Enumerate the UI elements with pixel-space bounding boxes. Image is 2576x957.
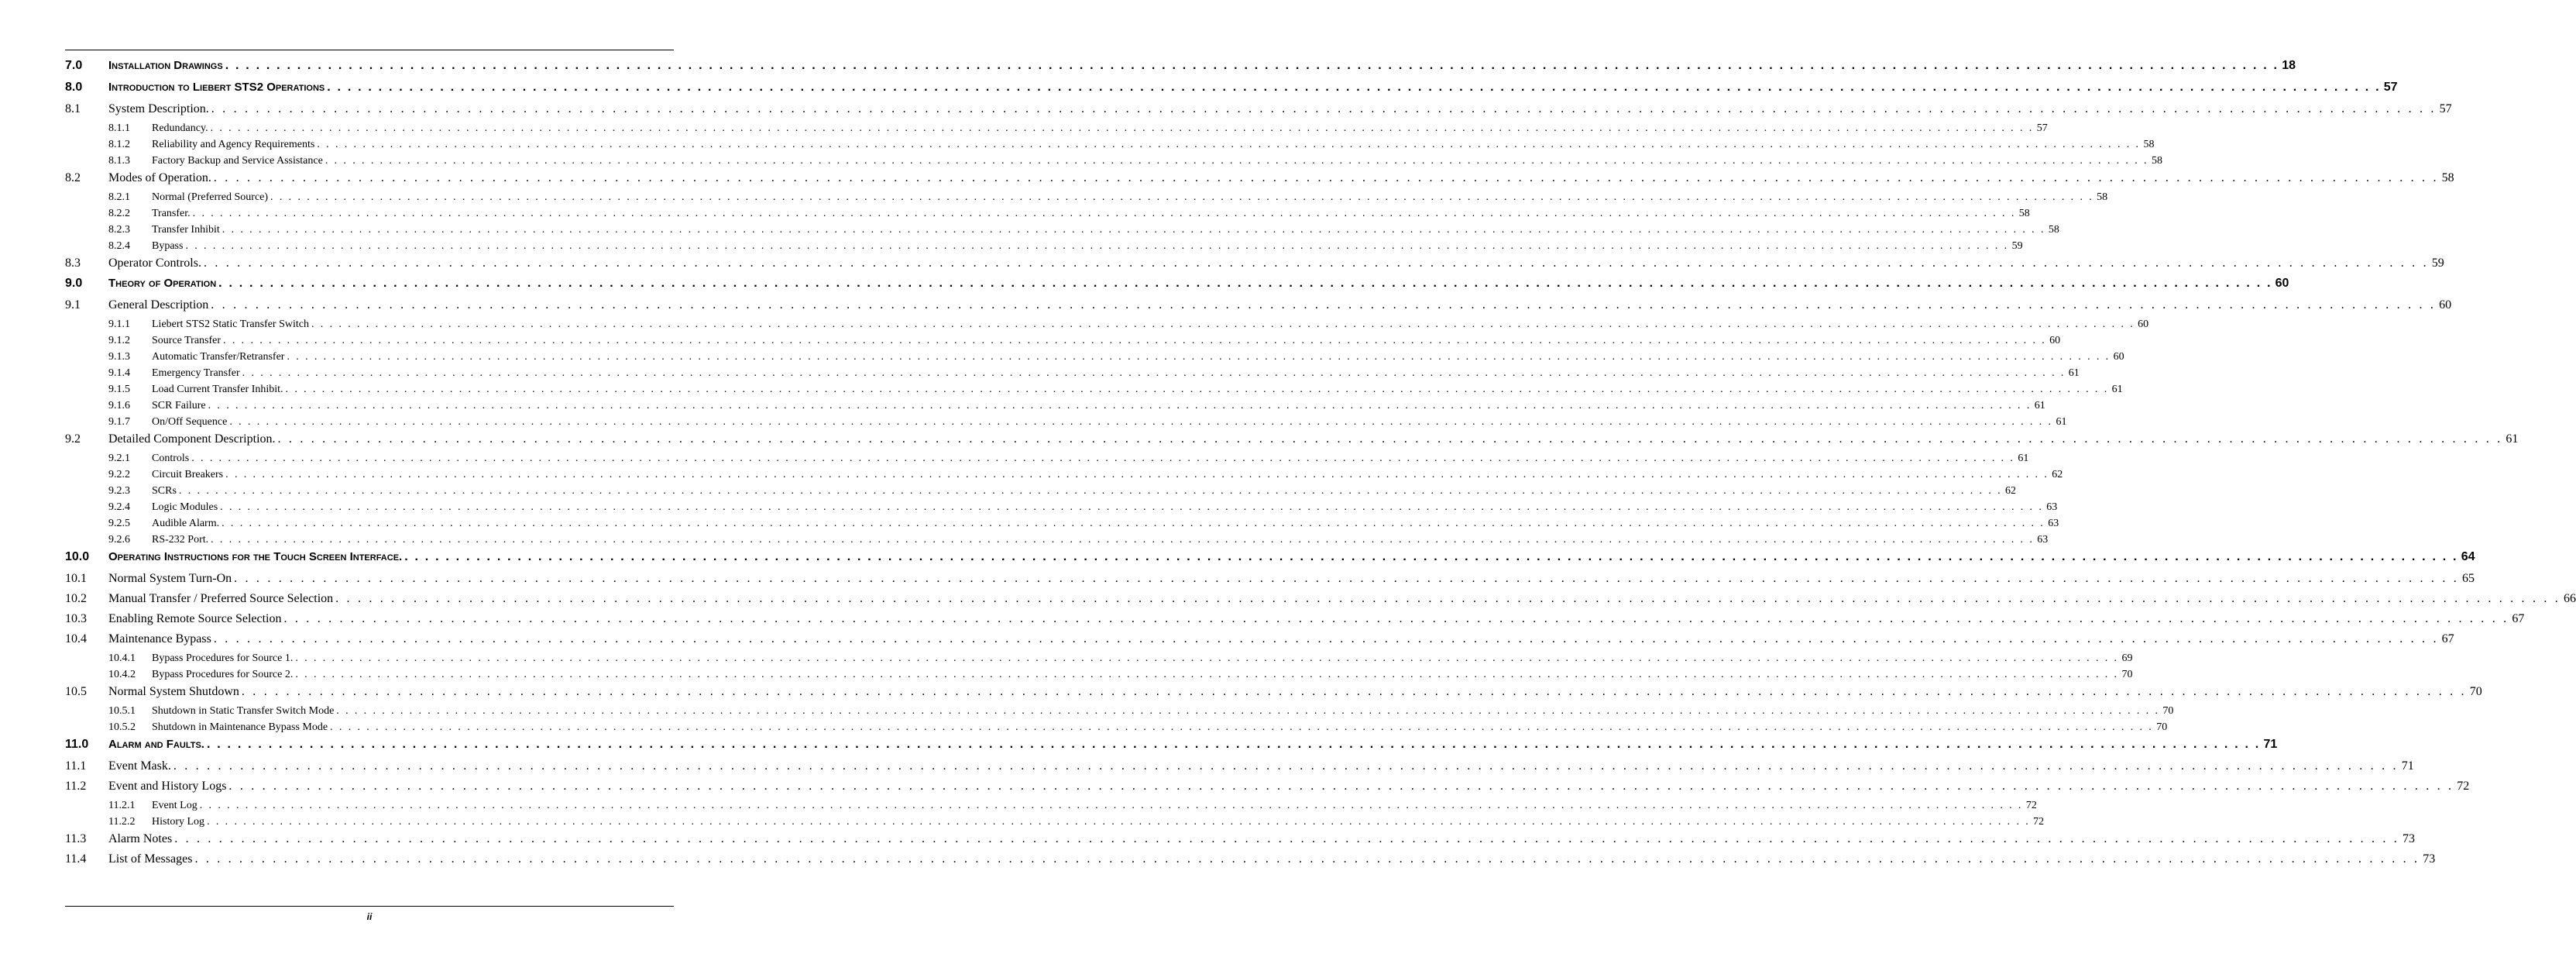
toc-entry-title: Bypass Procedures for Source 1.	[152, 652, 294, 664]
toc-entry-number: 9.1.3	[108, 351, 130, 363]
toc-entry-page: 58	[2018, 208, 2030, 219]
toc-entry-number: 10.2	[65, 592, 87, 605]
toc-entry-page: 61	[2506, 432, 2519, 446]
toc-entry-number: 8.3	[65, 256, 81, 270]
toc-entry-page: 73	[2403, 832, 2416, 845]
bottom-rule	[65, 906, 674, 907]
toc-entry-page: 71	[2401, 759, 2414, 773]
toc-entry-11-2-1[interactable]	[65, 800, 2037, 816]
toc-entry-number: 10.4.1	[108, 652, 136, 664]
toc-entry-number: 11.2	[65, 780, 87, 793]
toc-entry-number: 9.2.1	[108, 453, 130, 464]
toc-entry-page: 70	[2121, 669, 2133, 680]
toc-entry-page: 59	[2011, 240, 2023, 252]
toc-entry-page: 58	[2151, 155, 2162, 167]
toc-entry-page: 60	[2049, 335, 2061, 346]
toc-entry-title: On/Off Sequence	[152, 416, 228, 428]
dot-leader: . . . . . . . . . . . . . . . . . . . . . . . . . . . . . . . . . . . . . . . . . . . . . . . . . . . . . . . . . . . . . . . . . . . . . . . . . . . . . . . . . . . . . . . . . . . . . . . . . . . . . . . . . . . . . . . . . . . . . . . . . . . . . . . . . . . . . . . . . . . . . . . . . . . . . . . . . . . . . . . . . . . . . . . . . . . . . . . . . . . . . . . . . . . . . . . . . . . . . . . .	[173, 759, 2399, 773]
toc-entry-page: 61	[2111, 384, 2123, 395]
toc-entry-number: 9.2.5	[108, 518, 130, 529]
toc-entry-title: Bypass	[152, 240, 184, 252]
dot-leader: . . . . . . . . . . . . . . . . . . . . . . . . . . . . . . . . . . . . . . . . . . . . . . . . . . . . . . . . . . . . . . . . . . . . . . . . . . . . . . . . . . . . . . . . . . . . . . . . . . . . . . . . . . . . . . . . . . . . . . . . . . . . . . . . . . . . . . . . . . . . . . . . . . . . . . . . . . . . . . . . . . . . . . . . . . . . . . . . . . . . . . . . . . . . . . . . . . . . . . . .	[203, 256, 2429, 270]
toc-entry-page: 63	[2048, 518, 2059, 529]
toc-entry-page: 57	[2439, 102, 2452, 115]
toc-entry-title: Normal System Turn-On	[108, 572, 232, 585]
toc-entry-page: 64	[2461, 550, 2475, 563]
toc-entry-number: 9.1.4	[108, 367, 130, 379]
toc-entry-title: Theory of Operation	[108, 277, 217, 290]
toc-entry-number: 8.2	[65, 171, 81, 184]
toc-entry-9-2-2[interactable]	[65, 469, 2063, 485]
dot-leader: . . . . . . . . . . . . . . . . . . . . . . . . . . . . . . . . . . . . . . . . . . . . . . . . . . . . . . . . . . . . . . . . . . . . . . . . . . . . . . . . . . . . . . . . . . . . . . . . . . . . . . . . . . . . . . . . . . . . . . . . . . . . . . . . . . . . . . . . . . . . . . . . . . . . . . . . . . . . . . . . . . . . . . . . . . . . . . . . . . . . . . . . . . . . . . . . . . . . . . . .	[211, 298, 2437, 312]
dot-leader: . . . . . . . . . . . . . . . . . . . . . . . . . . . . . . . . . . . . . . . . . . . . . . . . . . . . . . . . . . . . . . . . . . . . . . . . . . . . . . . . . . . . . . . . . . . . . . . . . . . . . . . . . . . . . . . . . . . . . . . . . . . . . . . . . . . . . . . . . . . . . . . . . . . . . . . . . . . . . . . . . . . . . . . . . . . . . . . . . . . . . . . . . . . . . . . . . . . . . . . .	[241, 685, 2467, 698]
toc-entry-page: 69	[2121, 652, 2133, 664]
toc-entry-page: 72	[2033, 816, 2045, 828]
toc-entry-title: Liebert STS2 Static Transfer Switch	[152, 318, 309, 330]
dot-leader: . . . . . . . . . . . . . . . . . . . . . . . . . . . . . . . . . . . . . . . . . . . . . . . . . . . . . . . . . . . . . . . . . . . . . . . . . . . . . . . . . . . . . . . . . . . . . . . . . . . . . . . . . . . . . . . . . . . . . . . . . . . . . . . . . . . . . . . . . . . . . . . . . . . . . . . . . . . . . . . . . . . . . . . . . . . . . . . . . . . . . . . . . . . . . . . . . . . . . . . .	[185, 240, 2009, 252]
dot-leader: . . . . . . . . . . . . . . . . . . . . . . . . . . . . . . . . . . . . . . . . . . . . . . . . . . . . . . . . . . . . . . . . . . . . . . . . . . . . . . . . . . . . . . . . . . . . . . . . . . . . . . . . . . . . . . . . . . . . . . . . . . . . . . . . . . . . . . . . . . . . . . . . . . . . . . . . . . . . . . . . . . . . . . . . . . . . . . . . . . . . . . . . . . . . . . . . . . . . . . . .	[223, 335, 2047, 346]
toc-entry-11-1[interactable]	[65, 759, 2414, 780]
dot-leader: . . . . . . . . . . . . . . . . . . . . . . . . . . . . . . . . . . . . . . . . . . . . . . . . . . . . . . . . . . . . . . . . . . . . . . . . . . . . . . . . . . . . . . . . . . . . . . . . . . . . . . . . . . . . . . . . . . . . . . . . . . . . . . . . . . . . . . . . . . . . . . . . . . . . . . . . . . . . . . . . . . . . . . . . . . . . . . . . . . . . . . . . . . . . . . . . . . . . . . . .	[404, 550, 2458, 563]
toc-entry-title: Emergency Transfer	[152, 367, 240, 379]
toc-entry-page: 61	[2056, 416, 2067, 428]
toc-entry-9-1-1[interactable]	[65, 318, 2149, 335]
dot-leader: . . . . . . . . . . . . . . . . . . . . . . . . . . . . . . . . . . . . . . . . . . . . . . . . . . . . . . . . . . . . . . . . . . . . . . . . . . . . . . . . . . . . . . . . . . . . . . . . . . . . . . . . . . . . . . . . . . . . . . . . . . . . . . . . . . . . . . . . . . . . . . . . . . . . . . . . . . . . . . . . . . . . . . . . . . . . . . . . . . . . . . . . . . . . . . . . . . . . . . . .	[210, 122, 2034, 134]
toc-entry-title: Load Current Transfer Inhibit.	[152, 384, 283, 395]
toc-entry-page: 70	[2162, 705, 2174, 717]
toc-entry-9-1-4[interactable]	[65, 367, 2080, 384]
dot-leader: . . . . . . . . . . . . . . . . . . . . . . . . . . . . . . . . . . . . . . . . . . . . . . . . . . . . . . . . . . . . . . . . . . . . . . . . . . . . . . . . . . . . . . . . . . . . . . . . . . . . . . . . . . . . . . . . . . . . . . . . . . . . . . . . . . . . . . . . . . . . . . . . . . . . . . . . . . . . . . . . . . . . . . . . . . . . . . . . . . . . . . . . . . . . . . . . . . . . . . . .	[218, 277, 2272, 290]
toc-entry-page: 62	[2052, 469, 2063, 480]
toc-entry-11-0[interactable]	[65, 738, 2278, 759]
toc-entry-title: Event Log	[152, 800, 197, 811]
toc-entry-11-4[interactable]	[65, 852, 2436, 873]
toc-entry-9-1-6[interactable]	[65, 400, 2045, 416]
toc-entry-number: 10.4.2	[108, 669, 136, 680]
toc-entry-number: 8.0	[65, 81, 83, 94]
toc-entry-8-1-1[interactable]	[65, 122, 2048, 139]
toc-entry-number: 11.0	[65, 738, 89, 751]
toc-entry-page: 58	[2048, 224, 2059, 236]
toc-entry-page: 61	[2034, 400, 2045, 411]
dot-leader: . . . . . . . . . . . . . . . . . . . . . . . . . . . . . . . . . . . . . . . . . . . . . . . . . . . . . . . . . . . . . . . . . . . . . . . . . . . . . . . . . . . . . . . . . . . . . . . . . . . . . . . . . . . . . . . . . . . . . . . . . . . . . . . . . . . . . . . . . . . . . . . . . . . . . . . . . . . . . . . . . . . . . . . . . . . . . . . . . . . . . . . . . . . . . . . . . . . . . . . .	[225, 59, 2279, 72]
toc-entry-page: 67	[2512, 612, 2525, 625]
toc-entry-10-4-2[interactable]	[65, 669, 2133, 685]
toc-entry-number: 11.2.1	[108, 800, 136, 811]
toc-entry-title: List of Messages	[108, 852, 193, 866]
toc-entry-title: Factory Backup and Service Assistance	[152, 155, 323, 167]
toc-entry-page: 70	[2469, 685, 2482, 698]
toc-entry-title: History Log	[152, 816, 205, 828]
toc-entry-number: 9.1.5	[108, 384, 130, 395]
dot-leader: . . . . . . . . . . . . . . . . . . . . . . . . . . . . . . . . . . . . . . . . . . . . . . . . . . . . . . . . . . . . . . . . . . . . . . . . . . . . . . . . . . . . . . . . . . . . . . . . . . . . . . . . . . . . . . . . . . . . . . . . . . . . . . . . . . . . . . . . . . . . . . . . . . . . . . . . . . . . . . . . . . . . . . . . . . . . . . . . . . . . . . . . . . . . . . . . . . . . . . . .	[207, 816, 2031, 828]
dot-leader: . . . . . . . . . . . . . . . . . . . . . . . . . . . . . . . . . . . . . . . . . . . . . . . . . . . . . . . . . . . . . . . . . . . . . . . . . . . . . . . . . . . . . . . . . . . . . . . . . . . . . . . . . . . . . . . . . . . . . . . . . . . . . . . . . . . . . . . . . . . . . . . . . . . . . . . . . . . . . . . . . . . . . . . . . . . . . . . . . . . . . . . . . . . . . . . . . . . . . . . .	[336, 705, 2160, 717]
dot-leader: . . . . . . . . . . . . . . . . . . . . . . . . . . . . . . . . . . . . . . . . . . . . . . . . . . . . . . . . . . . . . . . . . . . . . . . . . . . . . . . . . . . . . . . . . . . . . . . . . . . . . . . . . . . . . . . . . . . . . . . . . . . . . . . . . . . . . . . . . . . . . . . . . . . . . . . . . . . . . . . . . . . . . . . . . . . . . . . . . . . . . . . . . . . . . . . . . . . . . . . .	[192, 208, 2016, 219]
dot-leader: . . . . . . . . . . . . . . . . . . . . . . . . . . . . . . . . . . . . . . . . . . . . . . . . . . . . . . . . . . . . . . . . . . . . . . . . . . . . . . . . . . . . . . . . . . . . . . . . . . . . . . . . . . . . . . . . . . . . . . . . . . . . . . . . . . . . . . . . . . . . . . . . . . . . . . . . . . . . . . . . . . . . . . . . . . . . . . . . . . . . . . . . . . . . . . . . . . . . . . . .	[220, 501, 2044, 513]
toc-entry-9-2[interactable]	[65, 432, 2519, 453]
dot-leader: . . . . . . . . . . . . . . . . . . . . . . . . . . . . . . . . . . . . . . . . . . . . . . . . . . . . . . . . . . . . . . . . . . . . . . . . . . . . . . . . . . . . . . . . . . . . . . . . . . . . . . . . . . . . . . . . . . . . . . . . . . . . . . . . . . . . . . . . . . . . . . . . . . . . . . . . . . . . . . . . . . . . . . . . . . . . . . . . . . . . . . . . . . . . . . . . . . . . . . . .	[285, 384, 2109, 395]
toc-entry-number: 9.1.7	[108, 416, 130, 428]
dot-leader: . . . . . . . . . . . . . . . . . . . . . . . . . . . . . . . . . . . . . . . . . . . . . . . . . . . . . . . . . . . . . . . . . . . . . . . . . . . . . . . . . . . . . . . . . . . . . . . . . . . . . . . . . . . . . . . . . . . . . . . . . . . . . . . . . . . . . . . . . . . . . . . . . . . . . . . . . . . . . . . . . . . . . . . . . . . . . . . . . . . . . . . . . . . . . . . . . . . . . . . .	[225, 469, 2049, 480]
dot-leader: . . . . . . . . . . . . . . . . . . . . . . . . . . . . . . . . . . . . . . . . . . . . . . . . . . . . . . . . . . . . . . . . . . . . . . . . . . . . . . . . . . . . . . . . . . . . . . . . . . . . . . . . . . . . . . . . . . . . . . . . . . . . . . . . . . . . . . . . . . . . . . . . . . . . . . . . . . . . . . . . . . . . . . . . . . . . . . . . . . . . . . . . . . . . . . . . . . . . . . . .	[327, 81, 2381, 94]
toc-entry-9-1-3[interactable]	[65, 351, 2124, 367]
toc-entry-page: 60	[2439, 298, 2452, 312]
toc-entry-page: 67	[2441, 632, 2454, 645]
toc-entry-title: Modes of Operation.	[108, 171, 211, 184]
toc-entry-number: 11.2.2	[108, 816, 136, 828]
toc-entry-number: 9.2	[65, 432, 81, 446]
toc-entry-title: Introduction to Liebert STS2 Operations	[108, 81, 325, 94]
dot-leader: . . . . . . . . . . . . . . . . . . . . . . . . . . . . . . . . . . . . . . . . . . . . . . . . . . . . . . . . . . . . . . . . . . . . . . . . . . . . . . . . . . . . . . . . . . . . . . . . . . . . . . . . . . . . . . . . . . . . . . . . . . . . . . . . . . . . . . . . . . . . . . . . . . . . . . . . . . . . . . . . . . . . . . . . . . . . . . . . . . . . . . . . . . . . . . . . . . . . . . . .	[222, 518, 2045, 529]
toc-entry-9-2-5[interactable]	[65, 518, 2059, 534]
toc-entry-8-1-3[interactable]	[65, 155, 2162, 171]
toc-entry-title: Operator Controls.	[108, 256, 201, 270]
toc-entry-number: 7.0	[65, 59, 83, 72]
toc-entry-title: Event Mask.	[108, 759, 171, 773]
toc-entry-9-2-1[interactable]	[65, 453, 2029, 469]
dot-leader: . . . . . . . . . . . . . . . . . . . . . . . . . . . . . . . . . . . . . . . . . . . . . . . . . . . . . . . . . . . . . . . . . . . . . . . . . . . . . . . . . . . . . . . . . . . . . . . . . . . . . . . . . . . . . . . . . . . . . . . . . . . . . . . . . . . . . . . . . . . . . . . . . . . . . . . . . . . . . . . . . . . . . . . . . . . . . . . . . . . . . . . . . . . . . . . . . . . . . . . .	[213, 171, 2439, 184]
toc-entry-page: 58	[2143, 139, 2155, 150]
toc-entry-number: 9.2.6	[108, 534, 130, 546]
dot-leader: . . . . . . . . . . . . . . . . . . . . . . . . . . . . . . . . . . . . . . . . . . . . . . . . . . . . . . . . . . . . . . . . . . . . . . . . . . . . . . . . . . . . . . . . . . . . . . . . . . . . . . . . . . . . . . . . . . . . . . . . . . . . . . . . . . . . . . . . . . . . . . . . . . . . . . . . . . . . . . . . . . . . . . . . . . . . . . . . . . . . . . . . . . . . . . . . . . . . . . . .	[317, 139, 2141, 150]
toc-entry-title: Maintenance Bypass	[108, 632, 211, 645]
dot-leader: . . . . . . . . . . . . . . . . . . . . . . . . . . . . . . . . . . . . . . . . . . . . . . . . . . . . . . . . . . . . . . . . . . . . . . . . . . . . . . . . . . . . . . . . . . . . . . . . . . . . . . . . . . . . . . . . . . . . . . . . . . . . . . . . . . . . . . . . . . . . . . . . . . . . . . . . . . . . . . . . . . . . . . . . . . . . . . . . . . . . . . . . . . . . . . . . . . . . . . . .	[206, 738, 2261, 751]
toc-entry-page: 59	[2431, 256, 2444, 270]
toc-entry-10-5[interactable]	[65, 685, 2482, 705]
toc-entry-8-2-1[interactable]	[65, 191, 2108, 208]
toc-entry-title: Normal (Preferred Source)	[152, 191, 269, 203]
toc-entry-title: Controls	[152, 453, 190, 464]
toc-entry-page: 60	[2113, 351, 2124, 363]
dot-leader: . . . . . . . . . . . . . . . . . . . . . . . . . . . . . . . . . . . . . . . . . . . . . . . . . . . . . . . . . . . . . . . . . . . . . . . . . . . . . . . . . . . . . . . . . . . . . . . . . . . . . . . . . . . . . . . . . . . . . . . . . . . . . . . . . . . . . . . . . . . . . . . . . . . . . . . . . . . . . . . . . . . . . . . . . . . . . . . . . . . . . . . . . . . . . . . . . . . . . . . .	[213, 632, 2439, 645]
toc-entry-8-1-2[interactable]	[65, 139, 2155, 155]
toc-entry-number: 10.0	[65, 550, 90, 563]
toc-entry-number: 8.2.4	[108, 240, 130, 252]
toc-entry-title: General Description	[108, 298, 209, 312]
toc-entry-title: Event and History Logs	[108, 780, 227, 793]
toc-entry-page: 60	[2275, 277, 2289, 290]
toc-entry-title: Source Transfer	[152, 335, 222, 346]
toc-entry-7-0[interactable]	[65, 59, 2296, 81]
toc-entry-10-5-2[interactable]	[65, 721, 2168, 738]
table-of-contents	[65, 59, 2576, 873]
toc-entry-number: 9.1.1	[108, 318, 130, 330]
toc-entry-8-2-4[interactable]	[65, 240, 2023, 256]
toc-entry-number: 11.1	[65, 759, 87, 773]
toc-entry-title: Shutdown in Maintenance Bypass Mode	[152, 721, 328, 733]
toc-entry-page: 60	[2138, 318, 2149, 330]
toc-entry-9-2-4[interactable]	[65, 501, 2058, 518]
toc-entry-number: 11.4	[65, 852, 87, 866]
toc-entry-number: 8.2.1	[108, 191, 130, 203]
dot-leader: . . . . . . . . . . . . . . . . . . . . . . . . . . . . . . . . . . . . . . . . . . . . . . . . . . . . . . . . . . . . . . . . . . . . . . . . . . . . . . . . . . . . . . . . . . . . . . . . . . . . . . . . . . . . . . . . . . . . . . . . . . . . . . . . . . . . . . . . . . . . . . . . . . . . . . . . . . . . . . . . . . . . . . . . . . . . . . . . . . . . . . . . . . . . . . . . . . . . . . . .	[234, 572, 2459, 585]
toc-entry-title: Shutdown in Static Transfer Switch Mode	[152, 705, 335, 717]
toc-entry-8-2[interactable]	[65, 171, 2454, 191]
toc-entry-page: 61	[2068, 367, 2080, 379]
toc-entry-page: 72	[2457, 780, 2470, 793]
toc-entry-title: Alarm Notes	[108, 832, 173, 845]
dot-leader: . . . . . . . . . . . . . . . . . . . . . . . . . . . . . . . . . . . . . . . . . . . . . . . . . . . . . . . . . . . . . . . . . . . . . . . . . . . . . . . . . . . . . . . . . . . . . . . . . . . . . . . . . . . . . . . . . . . . . . . . . . . . . . . . . . . . . . . . . . . . . . . . . . . . . . . . . . . . . . . . . . . . . . . . . . . . . . . . . . . . . . . . . . . . . . . . . . . . . . . .	[174, 832, 2400, 845]
toc-entry-title: Redundancy.	[152, 122, 208, 134]
toc-entry-9-1-5[interactable]	[65, 384, 2123, 400]
toc-entry-9-1-7[interactable]	[65, 416, 2067, 432]
toc-entry-number: 9.2.4	[108, 501, 130, 513]
toc-entry-title: SCRs	[152, 485, 177, 497]
toc-entry-title: System Description.	[108, 102, 209, 115]
dot-leader: . . . . . . . . . . . . . . . . . . . . . . . . . . . . . . . . . . . . . . . . . . . . . . . . . . . . . . . . . . . . . . . . . . . . . . . . . . . . . . . . . . . . . . . . . . . . . . . . . . . . . . . . . . . . . . . . . . . . . . . . . . . . . . . . . . . . . . . . . . . . . . . . . . . . . . . . . . . . . . . . . . . . . . . . . . . . . . . . . . . . . . . . . . . . . . . . . . . . . . . .	[330, 721, 2154, 733]
toc-entry-page: 62	[2005, 485, 2017, 497]
toc-entry-title: RS-232 Port.	[152, 534, 209, 546]
toc-entry-11-3[interactable]	[65, 832, 2416, 852]
toc-entry-number: 9.1	[65, 298, 81, 312]
toc-entry-title: SCR Failure	[152, 400, 206, 411]
dot-leader: . . . . . . . . . . . . . . . . . . . . . . . . . . . . . . . . . . . . . . . . . . . . . . . . . . . . . . . . . . . . . . . . . . . . . . . . . . . . . . . . . . . . . . . . . . . . . . . . . . . . . . . . . . . . . . . . . . . . . . . . . . . . . . . . . . . . . . . . . . . . . . . . . . . . . . . . . . . . . . . . . . . . . . . . . . . . . . . . . . . . . . . . . . . . . . . . . . . . . . . .	[211, 534, 2035, 546]
toc-entry-number: 8.2.2	[108, 208, 130, 219]
toc-entry-11-2[interactable]	[65, 780, 2470, 800]
toc-entry-title: Normal System Shutdown	[108, 685, 239, 698]
toc-entry-title: Circuit Breakers	[152, 469, 224, 480]
toc-entry-10-5-1[interactable]	[65, 705, 2174, 721]
toc-entry-10-1[interactable]	[65, 572, 2475, 592]
toc-entry-title: Alarm and Faults.	[108, 738, 204, 751]
toc-entry-page: 71	[2263, 738, 2278, 751]
dot-leader: . . . . . . . . . . . . . . . . . . . . . . . . . . . . . . . . . . . . . . . . . . . . . . . . . . . . . . . . . . . . . . . . . . . . . . . . . . . . . . . . . . . . . . . . . . . . . . . . . . . . . . . . . . . . . . . . . . . . . . . . . . . . . . . . . . . . . . . . . . . . . . . . . . . . . . . . . . . . . . . . . . . . . . . . . . . . . . . . . . . . . . . . . . . . . . . . . . . . . . . .	[191, 453, 2015, 464]
toc-entry-title: Installation Drawings	[108, 59, 223, 72]
toc-entry-title: Transfer.	[152, 208, 191, 219]
toc-entry-10-4[interactable]	[65, 632, 2454, 652]
toc-entry-number: 11.3	[65, 832, 87, 845]
toc-entry-11-2-2[interactable]	[65, 816, 2045, 832]
dot-leader: . . . . . . . . . . . . . . . . . . . . . . . . . . . . . . . . . . . . . . . . . . . . . . . . . . . . . . . . . . . . . . . . . . . . . . . . . . . . . . . . . . . . . . . . . . . . . . . . . . . . . . . . . . . . . . . . . . . . . . . . . . . . . . . . . . . . . . . . . . . . . . . . . . . . . . . . . . . . . . . . . . . . . . . . . . . . . . . . . . . . . . . . . . . . . . . . . . . . . . . .	[277, 432, 2503, 446]
toc-entry-title: Automatic Transfer/Retransfer	[152, 351, 285, 363]
toc-entry-number: 9.1.2	[108, 335, 130, 346]
toc-entry-title: Manual Transfer / Preferred Source Selection	[108, 592, 334, 605]
toc-entry-number: 9.0	[65, 277, 83, 290]
toc-entry-10-4-1[interactable]	[65, 652, 2133, 669]
toc-entry-10-2[interactable]	[65, 592, 2576, 612]
toc-entry-number: 8.1.2	[108, 139, 130, 150]
dot-leader: . . . . . . . . . . . . . . . . . . . . . . . . . . . . . . . . . . . . . . . . . . . . . . . . . . . . . . . . . . . . . . . . . . . . . . . . . . . . . . . . . . . . . . . . . . . . . . . . . . . . . . . . . . . . . . . . . . . . . . . . . . . . . . . . . . . . . . . . . . . . . . . . . . . . . . . . . . . . . . . . . . . . . . . . . . . . . . . . . . . . . . . . . . . . . . . . . . . . . . . .	[270, 191, 2094, 203]
toc-entry-9-1-2[interactable]	[65, 335, 2061, 351]
toc-entry-page: 73	[2423, 852, 2436, 866]
toc-entry-10-3[interactable]	[65, 612, 2525, 632]
toc-entry-number: 9.2.2	[108, 469, 130, 480]
toc-entry-title: Logic Modules	[152, 501, 218, 513]
page-number: ii	[366, 911, 373, 922]
toc-entry-page: 57	[2036, 122, 2048, 134]
toc-entry-page: 61	[2018, 453, 2029, 464]
dot-leader: . . . . . . . . . . . . . . . . . . . . . . . . . . . . . . . . . . . . . . . . . . . . . . . . . . . . . . . . . . . . . . . . . . . . . . . . . . . . . . . . . . . . . . . . . . . . . . . . . . . . . . . . . . . . . . . . . . . . . . . . . . . . . . . . . . . . . . . . . . . . . . . . . . . . . . . . . . . . . . . . . . . . . . . . . . . . . . . . . . . . . . . . . . . . . . . . . . . . . . . .	[194, 852, 2420, 866]
toc-entry-title: Operating Instructions for the Touch Screen Interface.	[108, 550, 403, 563]
dot-leader: . . . . . . . . . . . . . . . . . . . . . . . . . . . . . . . . . . . . . . . . . . . . . . . . . . . . . . . . . . . . . . . . . . . . . . . . . . . . . . . . . . . . . . . . . . . . . . . . . . . . . . . . . . . . . . . . . . . . . . . . . . . . . . . . . . . . . . . . . . . . . . . . . . . . . . . . . . . . . . . . . . . . . . . . . . . . . . . . . . . . . . . . . . . . . . . . . . . . . . . .	[287, 351, 2111, 363]
toc-entry-number: 10.5.1	[108, 705, 136, 717]
toc-entry-title: Enabling Remote Source Selection	[108, 612, 282, 625]
toc-entry-9-1[interactable]	[65, 298, 2452, 318]
toc-entry-number: 10.5	[65, 685, 87, 698]
toc-entry-title: Bypass Procedures for Source 2.	[152, 669, 294, 680]
toc-entry-9-0[interactable]	[65, 277, 2289, 298]
dot-leader: . . . . . . . . . . . . . . . . . . . . . . . . . . . . . . . . . . . . . . . . . . . . . . . . . . . . . . . . . . . . . . . . . . . . . . . . . . . . . . . . . . . . . . . . . . . . . . . . . . . . . . . . . . . . . . . . . . . . . . . . . . . . . . . . . . . . . . . . . . . . . . . . . . . . . . . . . . . . . . . . . . . . . . . . . . . . . . . . . . . . . . . . . . . . . . . . . . . . . . . .	[311, 318, 2135, 330]
toc-entry-8-2-3[interactable]	[65, 224, 2059, 240]
dot-leader: . . . . . . . . . . . . . . . . . . . . . . . . . . . . . . . . . . . . . . . . . . . . . . . . . . . . . . . . . . . . . . . . . . . . . . . . . . . . . . . . . . . . . . . . . . . . . . . . . . . . . . . . . . . . . . . . . . . . . . . . . . . . . . . . . . . . . . . . . . . . . . . . . . . . . . . . . . . . . . . . . . . . . . . . . . . . . . . . . . . . . . . . . . . . . . . . . . . . . . . .	[178, 485, 2003, 497]
toc-entry-page: 57	[2383, 81, 2398, 94]
toc-entry-8-1[interactable]	[65, 102, 2452, 122]
toc-entry-title: Reliability and Agency Requirements	[152, 139, 315, 150]
toc-entry-page: 70	[2156, 721, 2168, 733]
toc-entry-title: Audible Alarm.	[152, 518, 220, 529]
toc-entry-page: 63	[2046, 501, 2058, 513]
toc-entry-page: 72	[2025, 800, 2037, 811]
toc-entry-number: 9.1.6	[108, 400, 130, 411]
toc-entry-8-3[interactable]	[65, 256, 2444, 277]
toc-entry-number: 8.2.3	[108, 224, 130, 236]
dot-leader: . . . . . . . . . . . . . . . . . . . . . . . . . . . . . . . . . . . . . . . . . . . . . . . . . . . . . . . . . . . . . . . . . . . . . . . . . . . . . . . . . . . . . . . . . . . . . . . . . . . . . . . . . . . . . . . . . . . . . . . . . . . . . . . . . . . . . . . . . . . . . . . . . . . . . . . . . . . . . . . . . . . . . . . . . . . . . . . . . . . . . . . . . . . . . . . . . . . . . . . .	[325, 155, 2148, 167]
toc-entry-page: 66	[2563, 592, 2576, 605]
toc-entry-page: 58	[2441, 171, 2454, 184]
dot-leader: . . . . . . . . . . . . . . . . . . . . . . . . . . . . . . . . . . . . . . . . . . . . . . . . . . . . . . . . . . . . . . . . . . . . . . . . . . . . . . . . . . . . . . . . . . . . . . . . . . . . . . . . . . . . . . . . . . . . . . . . . . . . . . . . . . . . . . . . . . . . . . . . . . . . . . . . . . . . . . . . . . . . . . . . . . . . . . . . . . . . . . . . . . . . . . . . . . . . . . . .	[335, 592, 2561, 605]
toc-entry-page: 63	[2037, 534, 2049, 546]
dot-leader: . . . . . . . . . . . . . . . . . . . . . . . . . . . . . . . . . . . . . . . . . . . . . . . . . . . . . . . . . . . . . . . . . . . . . . . . . . . . . . . . . . . . . . . . . . . . . . . . . . . . . . . . . . . . . . . . . . . . . . . . . . . . . . . . . . . . . . . . . . . . . . . . . . . . . . . . . . . . . . . . . . . . . . . . . . . . . . . . . . . . . . . . . . . . . . . . . . . . . . . .	[211, 102, 2437, 115]
dot-leader: . . . . . . . . . . . . . . . . . . . . . . . . . . . . . . . . . . . . . . . . . . . . . . . . . . . . . . . . . . . . . . . . . . . . . . . . . . . . . . . . . . . . . . . . . . . . . . . . . . . . . . . . . . . . . . . . . . . . . . . . . . . . . . . . . . . . . . . . . . . . . . . . . . . . . . . . . . . . . . . . . . . . . . . . . . . . . . . . . . . . . . . . . . . . . . . . . . . . . . . .	[295, 652, 2119, 664]
toc-entry-number: 9.2.3	[108, 485, 130, 497]
toc-entry-9-2-3[interactable]	[65, 485, 2017, 501]
toc-entry-number: 10.1	[65, 572, 87, 585]
dot-leader: . . . . . . . . . . . . . . . . . . . . . . . . . . . . . . . . . . . . . . . . . . . . . . . . . . . . . . . . . . . . . . . . . . . . . . . . . . . . . . . . . . . . . . . . . . . . . . . . . . . . . . . . . . . . . . . . . . . . . . . . . . . . . . . . . . . . . . . . . . . . . . . . . . . . . . . . . . . . . . . . . . . . . . . . . . . . . . . . . . . . . . . . . . . . . . . . . . . . . . . .	[199, 800, 2023, 811]
toc-entry-page: 58	[2097, 191, 2108, 203]
toc-entry-number: 8.1.3	[108, 155, 130, 167]
toc-entry-title: Detailed Component Description.	[108, 432, 276, 446]
dot-leader: . . . . . . . . . . . . . . . . . . . . . . . . . . . . . . . . . . . . . . . . . . . . . . . . . . . . . . . . . . . . . . . . . . . . . . . . . . . . . . . . . . . . . . . . . . . . . . . . . . . . . . . . . . . . . . . . . . . . . . . . . . . . . . . . . . . . . . . . . . . . . . . . . . . . . . . . . . . . . . . . . . . . . . . . . . . . . . . . . . . . . . . . . . . . . . . . . . . . . . . .	[283, 612, 2509, 625]
toc-entry-number: 10.3	[65, 612, 87, 625]
toc-entry-title: Transfer Inhibit	[152, 224, 220, 236]
toc-entry-number: 8.1.1	[108, 122, 130, 134]
dot-leader: . . . . . . . . . . . . . . . . . . . . . . . . . . . . . . . . . . . . . . . . . . . . . . . . . . . . . . . . . . . . . . . . . . . . . . . . . . . . . . . . . . . . . . . . . . . . . . . . . . . . . . . . . . . . . . . . . . . . . . . . . . . . . . . . . . . . . . . . . . . . . . . . . . . . . . . . . . . . . . . . . . . . . . . . . . . . . . . . . . . . . . . . . . . . . . . . . . . . . . . .	[242, 367, 2066, 379]
toc-entry-page: 65	[2461, 572, 2475, 585]
toc-entry-number: 8.1	[65, 102, 81, 115]
dot-leader: . . . . . . . . . . . . . . . . . . . . . . . . . . . . . . . . . . . . . . . . . . . . . . . . . . . . . . . . . . . . . . . . . . . . . . . . . . . . . . . . . . . . . . . . . . . . . . . . . . . . . . . . . . . . . . . . . . . . . . . . . . . . . . . . . . . . . . . . . . . . . . . . . . . . . . . . . . . . . . . . . . . . . . . . . . . . . . . . . . . . . . . . . . . . . . . . . . . . . . . .	[222, 224, 2045, 236]
toc-entry-number: 10.5.2	[108, 721, 136, 733]
toc-entry-10-0[interactable]	[65, 550, 2475, 572]
dot-leader: . . . . . . . . . . . . . . . . . . . . . . . . . . . . . . . . . . . . . . . . . . . . . . . . . . . . . . . . . . . . . . . . . . . . . . . . . . . . . . . . . . . . . . . . . . . . . . . . . . . . . . . . . . . . . . . . . . . . . . . . . . . . . . . . . . . . . . . . . . . . . . . . . . . . . . . . . . . . . . . . . . . . . . . . . . . . . . . . . . . . . . . . . . . . . . . . . . . . . . . .	[208, 400, 2032, 411]
dot-leader: . . . . . . . . . . . . . . . . . . . . . . . . . . . . . . . . . . . . . . . . . . . . . . . . . . . . . . . . . . . . . . . . . . . . . . . . . . . . . . . . . . . . . . . . . . . . . . . . . . . . . . . . . . . . . . . . . . . . . . . . . . . . . . . . . . . . . . . . . . . . . . . . . . . . . . . . . . . . . . . . . . . . . . . . . . . . . . . . . . . . . . . . . . . . . . . . . . . . . . . .	[295, 669, 2119, 680]
dot-leader: . . . . . . . . . . . . . . . . . . . . . . . . . . . . . . . . . . . . . . . . . . . . . . . . . . . . . . . . . . . . . . . . . . . . . . . . . . . . . . . . . . . . . . . . . . . . . . . . . . . . . . . . . . . . . . . . . . . . . . . . . . . . . . . . . . . . . . . . . . . . . . . . . . . . . . . . . . . . . . . . . . . . . . . . . . . . . . . . . . . . . . . . . . . . . . . . . . . . . . . .	[228, 780, 2454, 793]
toc-entry-number: 10.4	[65, 632, 87, 645]
toc-entry-page: 18	[2282, 59, 2296, 72]
toc-entry-8-2-2[interactable]	[65, 208, 2030, 224]
toc-entry-9-2-6[interactable]	[65, 534, 2049, 550]
dot-leader: . . . . . . . . . . . . . . . . . . . . . . . . . . . . . . . . . . . . . . . . . . . . . . . . . . . . . . . . . . . . . . . . . . . . . . . . . . . . . . . . . . . . . . . . . . . . . . . . . . . . . . . . . . . . . . . . . . . . . . . . . . . . . . . . . . . . . . . . . . . . . . . . . . . . . . . . . . . . . . . . . . . . . . . . . . . . . . . . . . . . . . . . . . . . . . . . . . . . . . . .	[229, 416, 2053, 428]
toc-entry-8-0[interactable]	[65, 81, 2398, 102]
